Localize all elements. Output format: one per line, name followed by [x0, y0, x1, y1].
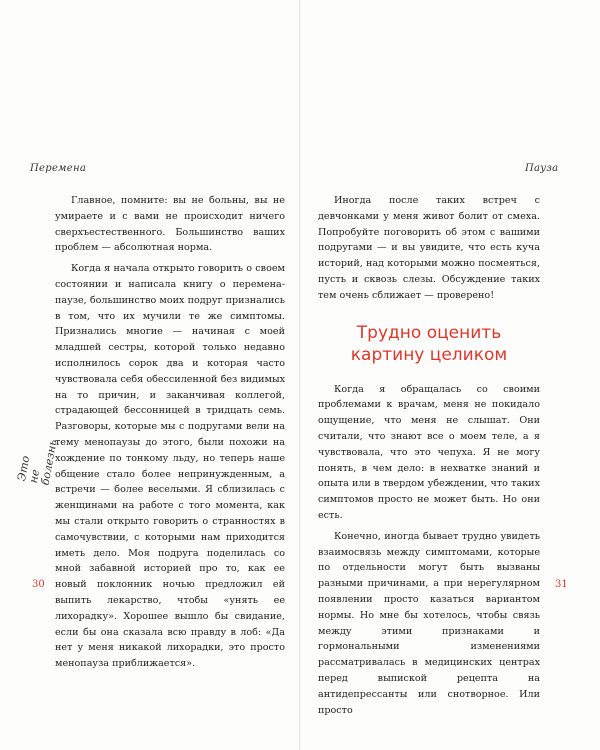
section-heading: Трудно оценить картину целиком: [350, 322, 508, 365]
left-running-head: Перемена: [30, 163, 87, 174]
left-page-number: 30: [32, 579, 45, 590]
left-paragraph-1: Главное, помните: вы не больны, вы не умираете и с вами не происходит ничего сверхъестественного. Большинство ваших проблем — абсолютная норма.: [55, 195, 285, 254]
book-gutter: [299, 0, 301, 750]
right-paragraph-1: Когда я обращалась со своими проблемами к врачам, меня не покидало ощущение, что меня не слышат. Они считали, что знают все о моем теле, а я чувствовала, что это чепуха. Я не могу понять, в чем дело: в нехватке знаний и опыта или в твердом убеждении, что таких симптомов просто не может быть. Но они есть.: [318, 383, 540, 521]
right-intro-paragraph: Иногда после таких встреч с девчонками у меня живот болит от смеха. Попробуйте поговорить об этом с вашими подругами — и вы увидите, что есть куча историй, над которыми можно посмеяться, пусть и сквозь слезы. Обсуждение таких тем очень сближает — проверено!: [318, 195, 540, 301]
right-page-body: [318, 193, 540, 718]
right-paragraph-2: Конечно, иногда бывает трудно увидеть взаимосвязь между симптомами, которые по отдельности могут быть вызваны разными причинами, а при нерегулярном появлении просто казаться вариантом нормы. Но мне бы хотелось, чтобы связь между этими признаками и гормональными изменениями рассматривалась в медицинских центрах перед выпиской рецепта на антидепрессанты или снотворное. Или просто: [318, 530, 540, 716]
handwritten-margin-note: Это не болезнь: [15, 438, 60, 487]
left-paragraph-2: Когда я начала открыто говорить о своем состоянии и написала книгу о перемена-паузе, большинство моих подруг признались в том, что их мучили те же симптомы. Признались многие — начиная с моей младшей сестры, которой только недавно исполнилось сорок два и которая часто чувствовала себя обессиленной без видимых на то причин, и заканчивая коллегой, страдающей бессонницей в тридцать семь. Разговоры, которые мы с подругами вели на тему менопаузы до этого, были похожи на хождение по тонкому льду, но теперь наше общение стало более непринужденным, а встречи — более веселыми. Я сблизилась с женщинами на работе с того момента, как мы стали открыто говорить о странностях в самочувствии, с которыми нам приходится иметь дело. Моя подруга поделилась со мной забавной историей про то, как ее новый поклонник ночью предложил ей выпить лекарство, чтобы «унять ее лихорадку». Хорошее вышло бы свидание, если бы она сказала всю правду в лоб: «Да нет у меня никакой лихорадки, это просто менопауза приближается».: [55, 263, 285, 670]
left-page-body: [55, 193, 285, 672]
right-running-head: Пауза: [525, 163, 559, 174]
right-page-number: 31: [555, 579, 568, 590]
